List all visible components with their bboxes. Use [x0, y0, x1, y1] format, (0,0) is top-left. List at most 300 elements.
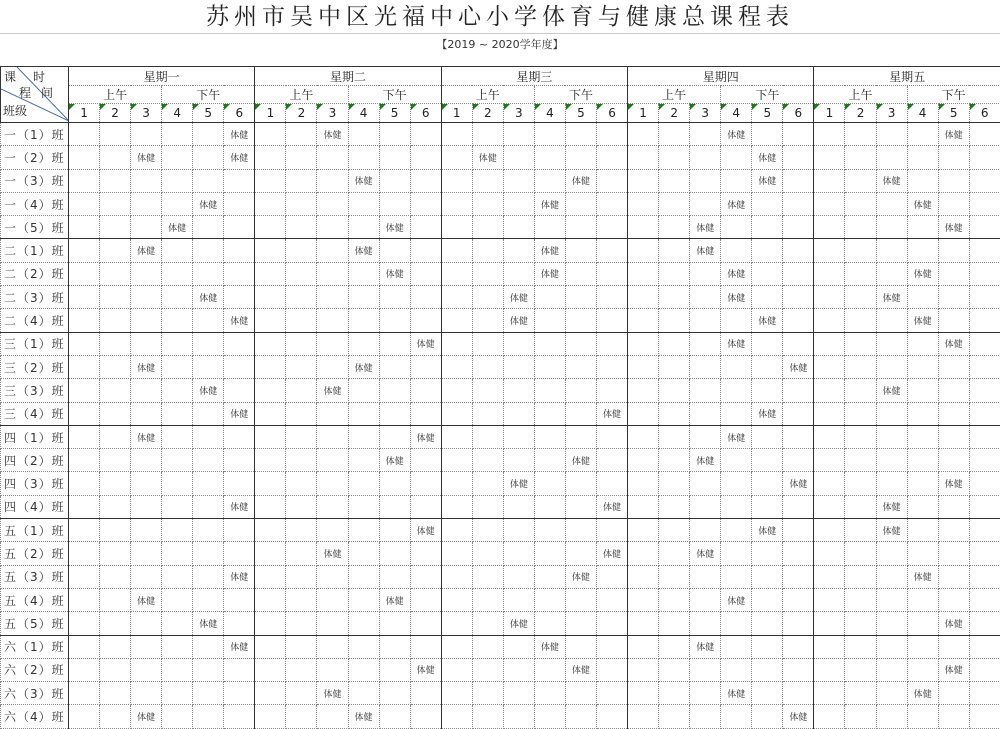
empty-cell[interactable]	[441, 425, 472, 448]
empty-cell[interactable]	[131, 216, 162, 239]
empty-cell[interactable]	[162, 379, 193, 402]
empty-cell[interactable]	[224, 449, 255, 472]
empty-cell[interactable]	[596, 192, 627, 215]
empty-cell[interactable]	[162, 565, 193, 588]
empty-cell[interactable]	[503, 262, 534, 285]
empty-cell[interactable]	[969, 495, 1000, 518]
empty-cell[interactable]	[131, 332, 162, 355]
empty-cell[interactable]	[441, 588, 472, 611]
empty-cell[interactable]	[255, 682, 286, 705]
empty-cell[interactable]	[348, 123, 379, 146]
empty-cell[interactable]	[969, 192, 1000, 215]
empty-cell[interactable]	[162, 658, 193, 681]
pe-class-cell[interactable]: 体健	[379, 216, 410, 239]
pe-class-cell[interactable]: 体健	[938, 612, 969, 635]
empty-cell[interactable]	[410, 449, 441, 472]
empty-cell[interactable]	[286, 495, 317, 518]
empty-cell[interactable]	[721, 658, 752, 681]
empty-cell[interactable]	[503, 192, 534, 215]
empty-cell[interactable]	[876, 402, 907, 425]
empty-cell[interactable]	[969, 588, 1000, 611]
empty-cell[interactable]	[410, 286, 441, 309]
empty-cell[interactable]	[969, 332, 1000, 355]
empty-cell[interactable]	[814, 402, 845, 425]
empty-cell[interactable]	[69, 588, 100, 611]
pe-class-cell[interactable]: 体健	[783, 355, 814, 378]
empty-cell[interactable]	[534, 425, 565, 448]
empty-cell[interactable]	[752, 705, 783, 728]
empty-cell[interactable]	[565, 355, 596, 378]
empty-cell[interactable]	[503, 402, 534, 425]
empty-cell[interactable]	[100, 519, 131, 542]
empty-cell[interactable]	[379, 425, 410, 448]
empty-cell[interactable]	[69, 542, 100, 565]
empty-cell[interactable]	[907, 449, 938, 472]
empty-cell[interactable]	[845, 658, 876, 681]
empty-cell[interactable]	[814, 635, 845, 658]
empty-cell[interactable]	[721, 612, 752, 635]
empty-cell[interactable]	[131, 169, 162, 192]
empty-cell[interactable]	[131, 402, 162, 425]
empty-cell[interactable]	[69, 635, 100, 658]
empty-cell[interactable]	[969, 379, 1000, 402]
empty-cell[interactable]	[69, 309, 100, 332]
empty-cell[interactable]	[286, 123, 317, 146]
empty-cell[interactable]	[938, 379, 969, 402]
empty-cell[interactable]	[410, 309, 441, 332]
empty-cell[interactable]	[907, 612, 938, 635]
empty-cell[interactable]	[224, 216, 255, 239]
pe-class-cell[interactable]: 体健	[162, 216, 193, 239]
empty-cell[interactable]	[783, 309, 814, 332]
empty-cell[interactable]	[379, 658, 410, 681]
pe-class-cell[interactable]: 体健	[131, 425, 162, 448]
empty-cell[interactable]	[752, 262, 783, 285]
empty-cell[interactable]	[193, 449, 224, 472]
empty-cell[interactable]	[317, 216, 348, 239]
empty-cell[interactable]	[286, 588, 317, 611]
pe-class-cell[interactable]: 体健	[565, 658, 596, 681]
empty-cell[interactable]	[659, 379, 690, 402]
empty-cell[interactable]	[534, 519, 565, 542]
pe-class-cell[interactable]: 体健	[193, 379, 224, 402]
empty-cell[interactable]	[814, 565, 845, 588]
empty-cell[interactable]	[596, 355, 627, 378]
empty-cell[interactable]	[441, 565, 472, 588]
empty-cell[interactable]	[317, 519, 348, 542]
empty-cell[interactable]	[752, 216, 783, 239]
empty-cell[interactable]	[814, 472, 845, 495]
empty-cell[interactable]	[348, 682, 379, 705]
pe-class-cell[interactable]: 体健	[876, 495, 907, 518]
empty-cell[interactable]	[193, 332, 224, 355]
empty-cell[interactable]	[659, 495, 690, 518]
empty-cell[interactable]	[752, 379, 783, 402]
pe-class-cell[interactable]: 体健	[721, 588, 752, 611]
empty-cell[interactable]	[503, 519, 534, 542]
empty-cell[interactable]	[534, 146, 565, 169]
empty-cell[interactable]	[348, 425, 379, 448]
pe-class-cell[interactable]: 体健	[348, 705, 379, 728]
empty-cell[interactable]	[69, 262, 100, 285]
empty-cell[interactable]	[534, 449, 565, 472]
empty-cell[interactable]	[441, 402, 472, 425]
empty-cell[interactable]	[100, 658, 131, 681]
empty-cell[interactable]	[814, 146, 845, 169]
pe-class-cell[interactable]: 体健	[783, 472, 814, 495]
empty-cell[interactable]	[721, 355, 752, 378]
empty-cell[interactable]	[938, 309, 969, 332]
empty-cell[interactable]	[721, 402, 752, 425]
empty-cell[interactable]	[565, 332, 596, 355]
empty-cell[interactable]	[503, 216, 534, 239]
empty-cell[interactable]	[752, 682, 783, 705]
empty-cell[interactable]	[255, 379, 286, 402]
empty-cell[interactable]	[193, 519, 224, 542]
empty-cell[interactable]	[783, 286, 814, 309]
pe-class-cell[interactable]: 体健	[348, 169, 379, 192]
empty-cell[interactable]	[845, 286, 876, 309]
empty-cell[interactable]	[969, 635, 1000, 658]
pe-class-cell[interactable]: 体健	[876, 379, 907, 402]
empty-cell[interactable]	[472, 588, 503, 611]
empty-cell[interactable]	[348, 612, 379, 635]
empty-cell[interactable]	[752, 355, 783, 378]
empty-cell[interactable]	[752, 425, 783, 448]
empty-cell[interactable]	[379, 123, 410, 146]
pe-class-cell[interactable]: 体健	[565, 169, 596, 192]
empty-cell[interactable]	[845, 379, 876, 402]
empty-cell[interactable]	[100, 309, 131, 332]
empty-cell[interactable]	[659, 542, 690, 565]
empty-cell[interactable]	[565, 588, 596, 611]
empty-cell[interactable]	[628, 332, 659, 355]
empty-cell[interactable]	[348, 146, 379, 169]
empty-cell[interactable]	[659, 519, 690, 542]
empty-cell[interactable]	[441, 542, 472, 565]
empty-cell[interactable]	[690, 682, 721, 705]
empty-cell[interactable]	[69, 169, 100, 192]
empty-cell[interactable]	[286, 146, 317, 169]
empty-cell[interactable]	[752, 612, 783, 635]
empty-cell[interactable]	[876, 123, 907, 146]
empty-cell[interactable]	[441, 682, 472, 705]
empty-cell[interactable]	[845, 495, 876, 518]
empty-cell[interactable]	[938, 519, 969, 542]
empty-cell[interactable]	[721, 542, 752, 565]
empty-cell[interactable]	[876, 355, 907, 378]
empty-cell[interactable]	[255, 123, 286, 146]
pe-class-cell[interactable]: 体健	[224, 402, 255, 425]
empty-cell[interactable]	[596, 472, 627, 495]
empty-cell[interactable]	[162, 588, 193, 611]
pe-class-cell[interactable]: 体健	[131, 239, 162, 262]
empty-cell[interactable]	[659, 332, 690, 355]
empty-cell[interactable]	[938, 565, 969, 588]
empty-cell[interactable]	[628, 705, 659, 728]
empty-cell[interactable]	[131, 472, 162, 495]
pe-class-cell[interactable]: 体健	[472, 146, 503, 169]
empty-cell[interactable]	[317, 635, 348, 658]
empty-cell[interactable]	[814, 588, 845, 611]
pe-class-cell[interactable]: 体健	[907, 682, 938, 705]
empty-cell[interactable]	[565, 495, 596, 518]
empty-cell[interactable]	[752, 588, 783, 611]
empty-cell[interactable]	[472, 309, 503, 332]
empty-cell[interactable]	[441, 379, 472, 402]
empty-cell[interactable]	[410, 216, 441, 239]
empty-cell[interactable]	[286, 565, 317, 588]
pe-class-cell[interactable]: 体健	[193, 286, 224, 309]
pe-class-cell[interactable]: 体健	[596, 495, 627, 518]
empty-cell[interactable]	[814, 705, 845, 728]
empty-cell[interactable]	[721, 519, 752, 542]
empty-cell[interactable]	[845, 705, 876, 728]
empty-cell[interactable]	[783, 495, 814, 518]
empty-cell[interactable]	[938, 449, 969, 472]
pe-class-cell[interactable]: 体健	[596, 542, 627, 565]
empty-cell[interactable]	[224, 682, 255, 705]
pe-class-cell[interactable]: 体健	[752, 519, 783, 542]
empty-cell[interactable]	[162, 123, 193, 146]
empty-cell[interactable]	[193, 682, 224, 705]
empty-cell[interactable]	[286, 519, 317, 542]
empty-cell[interactable]	[907, 286, 938, 309]
pe-class-cell[interactable]: 体健	[193, 192, 224, 215]
empty-cell[interactable]	[503, 123, 534, 146]
empty-cell[interactable]	[224, 239, 255, 262]
empty-cell[interactable]	[596, 239, 627, 262]
empty-cell[interactable]	[596, 425, 627, 448]
empty-cell[interactable]	[690, 425, 721, 448]
empty-cell[interactable]	[255, 612, 286, 635]
empty-cell[interactable]	[969, 682, 1000, 705]
empty-cell[interactable]	[503, 542, 534, 565]
empty-cell[interactable]	[472, 123, 503, 146]
empty-cell[interactable]	[876, 635, 907, 658]
empty-cell[interactable]	[317, 332, 348, 355]
empty-cell[interactable]	[814, 612, 845, 635]
empty-cell[interactable]	[907, 216, 938, 239]
empty-cell[interactable]	[690, 658, 721, 681]
empty-cell[interactable]	[224, 286, 255, 309]
empty-cell[interactable]	[503, 682, 534, 705]
empty-cell[interactable]	[907, 146, 938, 169]
empty-cell[interactable]	[876, 332, 907, 355]
empty-cell[interactable]	[410, 565, 441, 588]
empty-cell[interactable]	[845, 635, 876, 658]
empty-cell[interactable]	[690, 309, 721, 332]
pe-class-cell[interactable]: 体健	[534, 239, 565, 262]
empty-cell[interactable]	[596, 588, 627, 611]
empty-cell[interactable]	[596, 565, 627, 588]
empty-cell[interactable]	[534, 402, 565, 425]
empty-cell[interactable]	[472, 472, 503, 495]
empty-cell[interactable]	[286, 355, 317, 378]
empty-cell[interactable]	[783, 682, 814, 705]
empty-cell[interactable]	[317, 449, 348, 472]
empty-cell[interactable]	[876, 425, 907, 448]
empty-cell[interactable]	[379, 612, 410, 635]
pe-class-cell[interactable]: 体健	[379, 449, 410, 472]
empty-cell[interactable]	[131, 495, 162, 518]
empty-cell[interactable]	[659, 472, 690, 495]
empty-cell[interactable]	[907, 705, 938, 728]
empty-cell[interactable]	[565, 239, 596, 262]
empty-cell[interactable]	[379, 705, 410, 728]
empty-cell[interactable]	[628, 495, 659, 518]
empty-cell[interactable]	[410, 705, 441, 728]
empty-cell[interactable]	[690, 146, 721, 169]
empty-cell[interactable]	[69, 286, 100, 309]
empty-cell[interactable]	[907, 379, 938, 402]
empty-cell[interactable]	[659, 169, 690, 192]
pe-class-cell[interactable]: 体健	[503, 612, 534, 635]
empty-cell[interactable]	[410, 123, 441, 146]
pe-class-cell[interactable]: 体健	[752, 146, 783, 169]
empty-cell[interactable]	[162, 635, 193, 658]
empty-cell[interactable]	[721, 239, 752, 262]
empty-cell[interactable]	[690, 355, 721, 378]
empty-cell[interactable]	[69, 612, 100, 635]
empty-cell[interactable]	[876, 682, 907, 705]
empty-cell[interactable]	[193, 542, 224, 565]
empty-cell[interactable]	[286, 192, 317, 215]
empty-cell[interactable]	[876, 658, 907, 681]
empty-cell[interactable]	[814, 542, 845, 565]
empty-cell[interactable]	[503, 658, 534, 681]
empty-cell[interactable]	[534, 332, 565, 355]
empty-cell[interactable]	[69, 192, 100, 215]
empty-cell[interactable]	[565, 542, 596, 565]
pe-class-cell[interactable]: 体健	[317, 542, 348, 565]
empty-cell[interactable]	[783, 425, 814, 448]
empty-cell[interactable]	[379, 169, 410, 192]
empty-cell[interactable]	[410, 169, 441, 192]
empty-cell[interactable]	[596, 658, 627, 681]
empty-cell[interactable]	[379, 402, 410, 425]
empty-cell[interactable]	[348, 216, 379, 239]
empty-cell[interactable]	[938, 355, 969, 378]
empty-cell[interactable]	[876, 449, 907, 472]
empty-cell[interactable]	[255, 239, 286, 262]
empty-cell[interactable]	[752, 472, 783, 495]
empty-cell[interactable]	[628, 192, 659, 215]
empty-cell[interactable]	[69, 449, 100, 472]
empty-cell[interactable]	[379, 542, 410, 565]
pe-class-cell[interactable]: 体健	[938, 658, 969, 681]
pe-class-cell[interactable]: 体健	[534, 262, 565, 285]
empty-cell[interactable]	[814, 216, 845, 239]
empty-cell[interactable]	[224, 355, 255, 378]
empty-cell[interactable]	[534, 565, 565, 588]
empty-cell[interactable]	[162, 309, 193, 332]
empty-cell[interactable]	[596, 123, 627, 146]
empty-cell[interactable]	[69, 519, 100, 542]
empty-cell[interactable]	[379, 309, 410, 332]
empty-cell[interactable]	[969, 309, 1000, 332]
empty-cell[interactable]	[379, 565, 410, 588]
pe-class-cell[interactable]: 体健	[721, 262, 752, 285]
empty-cell[interactable]	[472, 682, 503, 705]
empty-cell[interactable]	[348, 565, 379, 588]
empty-cell[interactable]	[565, 682, 596, 705]
empty-cell[interactable]	[907, 169, 938, 192]
empty-cell[interactable]	[907, 635, 938, 658]
empty-cell[interactable]	[876, 612, 907, 635]
empty-cell[interactable]	[628, 286, 659, 309]
pe-class-cell[interactable]: 体健	[317, 379, 348, 402]
empty-cell[interactable]	[472, 402, 503, 425]
empty-cell[interactable]	[286, 216, 317, 239]
empty-cell[interactable]	[969, 612, 1000, 635]
empty-cell[interactable]	[317, 309, 348, 332]
empty-cell[interactable]	[628, 472, 659, 495]
empty-cell[interactable]	[503, 379, 534, 402]
empty-cell[interactable]	[596, 682, 627, 705]
empty-cell[interactable]	[224, 169, 255, 192]
empty-cell[interactable]	[876, 262, 907, 285]
empty-cell[interactable]	[286, 425, 317, 448]
empty-cell[interactable]	[783, 612, 814, 635]
empty-cell[interactable]	[193, 658, 224, 681]
empty-cell[interactable]	[845, 355, 876, 378]
empty-cell[interactable]	[472, 286, 503, 309]
empty-cell[interactable]	[969, 239, 1000, 262]
empty-cell[interactable]	[534, 588, 565, 611]
empty-cell[interactable]	[472, 519, 503, 542]
pe-class-cell[interactable]: 体健	[348, 239, 379, 262]
empty-cell[interactable]	[938, 635, 969, 658]
empty-cell[interactable]	[441, 635, 472, 658]
pe-class-cell[interactable]: 体健	[721, 286, 752, 309]
empty-cell[interactable]	[131, 309, 162, 332]
empty-cell[interactable]	[100, 565, 131, 588]
pe-class-cell[interactable]: 体健	[224, 309, 255, 332]
empty-cell[interactable]	[876, 542, 907, 565]
empty-cell[interactable]	[69, 123, 100, 146]
empty-cell[interactable]	[193, 565, 224, 588]
empty-cell[interactable]	[628, 588, 659, 611]
empty-cell[interactable]	[534, 612, 565, 635]
pe-class-cell[interactable]: 体健	[876, 519, 907, 542]
empty-cell[interactable]	[721, 449, 752, 472]
empty-cell[interactable]	[255, 449, 286, 472]
empty-cell[interactable]	[472, 379, 503, 402]
empty-cell[interactable]	[721, 146, 752, 169]
empty-cell[interactable]	[628, 565, 659, 588]
empty-cell[interactable]	[907, 472, 938, 495]
empty-cell[interactable]	[628, 449, 659, 472]
empty-cell[interactable]	[69, 495, 100, 518]
empty-cell[interactable]	[628, 123, 659, 146]
empty-cell[interactable]	[876, 588, 907, 611]
empty-cell[interactable]	[410, 495, 441, 518]
empty-cell[interactable]	[534, 379, 565, 402]
empty-cell[interactable]	[628, 262, 659, 285]
empty-cell[interactable]	[162, 192, 193, 215]
empty-cell[interactable]	[534, 658, 565, 681]
empty-cell[interactable]	[69, 425, 100, 448]
empty-cell[interactable]	[286, 542, 317, 565]
empty-cell[interactable]	[845, 309, 876, 332]
empty-cell[interactable]	[286, 635, 317, 658]
empty-cell[interactable]	[628, 425, 659, 448]
empty-cell[interactable]	[317, 658, 348, 681]
empty-cell[interactable]	[628, 658, 659, 681]
pe-class-cell[interactable]: 体健	[690, 216, 721, 239]
empty-cell[interactable]	[503, 449, 534, 472]
